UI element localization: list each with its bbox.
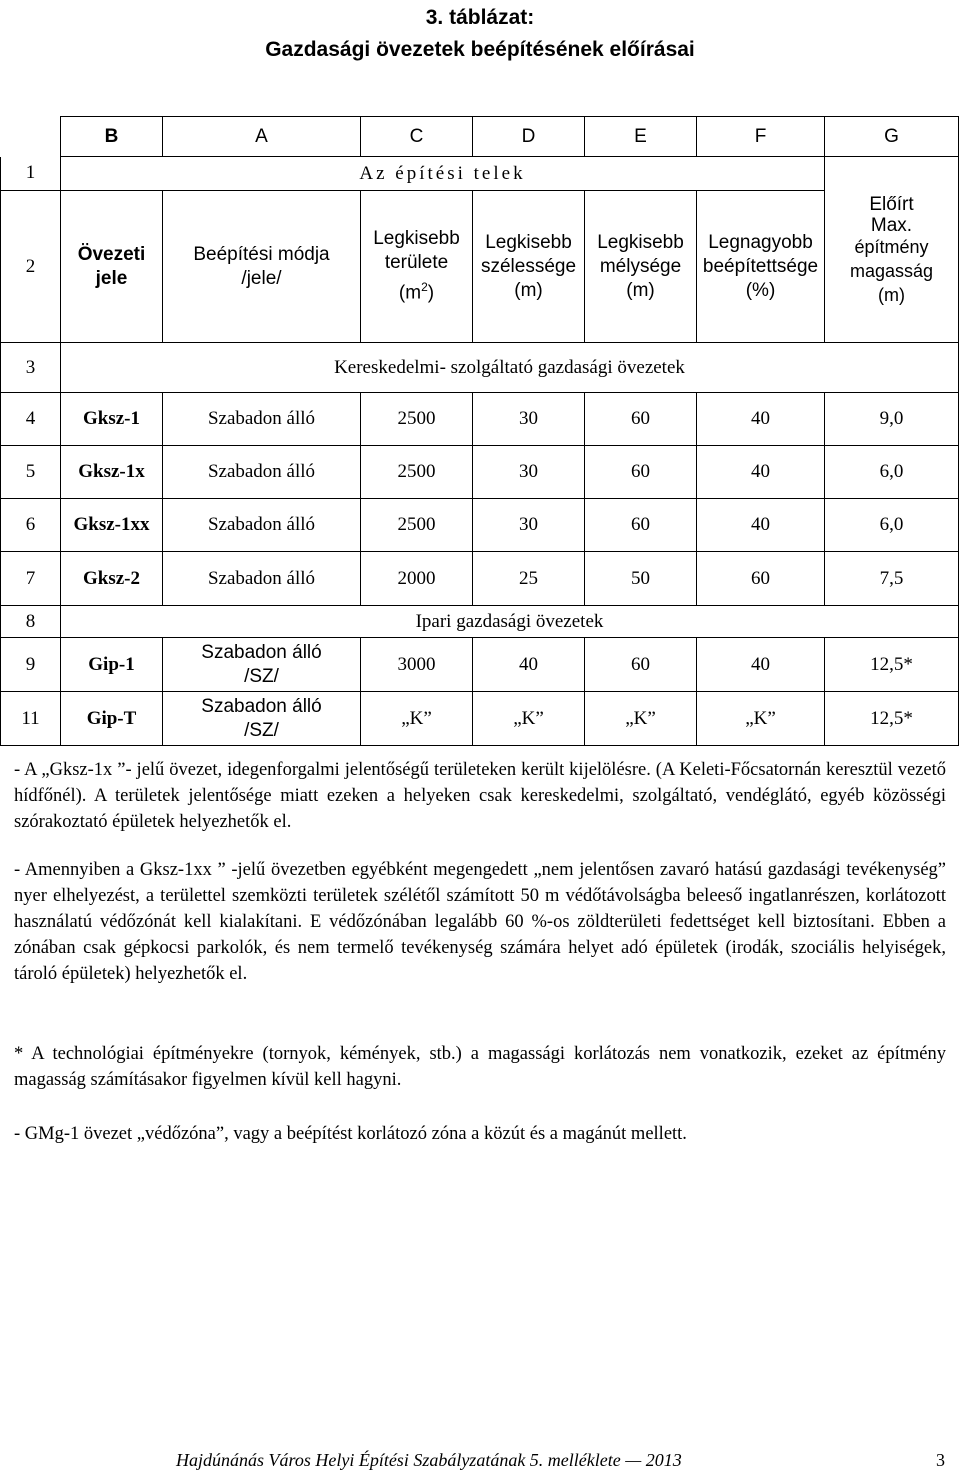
row-number: 8 <box>1 606 61 638</box>
zoning-table <box>0 116 959 746</box>
row-number: 1 <box>1 157 61 191</box>
max-height: 9,0 <box>825 393 959 446</box>
max-height: 12,5* <box>825 692 959 746</box>
section-row <box>1 343 959 393</box>
header-max-height: Előírt Max. építmény magasság (m) <box>825 157 959 343</box>
min-area: 2500 <box>361 499 473 552</box>
row-number: 2 <box>1 191 61 343</box>
table-row <box>1 638 959 692</box>
row-number: 5 <box>1 446 61 499</box>
footer-text: Hajdúnánás Város Helyi Építési Szabályzatának 5. melléklete — 2013 <box>176 1450 682 1470</box>
section-commercial: Kereskedelmi- szolgáltató gazdasági övezetek <box>61 343 959 393</box>
max-coverage: 40 <box>697 638 825 692</box>
min-area: 2500 <box>361 393 473 446</box>
header-mode: Beépítési módja /jele/ <box>163 191 361 343</box>
building-mode: Szabadon álló <box>163 552 361 606</box>
max-coverage: 40 <box>697 499 825 552</box>
header-coverage: Legnagyobb beépítettsége (%) <box>697 191 825 343</box>
min-area: 2500 <box>361 446 473 499</box>
min-depth: 50 <box>585 552 697 606</box>
header-zone: Övezeti jele <box>61 191 163 343</box>
header-width: Legkisebb szélessége (m) <box>473 191 585 343</box>
column-letter: D <box>473 117 585 157</box>
min-width: 25 <box>473 552 585 606</box>
min-width: „K” <box>473 692 585 746</box>
max-coverage: 60 <box>697 552 825 606</box>
building-mode: Szabadon álló /SZ/ <box>163 692 361 746</box>
zone-code: Gksz-1xx <box>61 499 163 552</box>
table-row <box>1 692 959 746</box>
building-mode: Szabadon álló <box>163 446 361 499</box>
column-letter: A <box>163 117 361 157</box>
min-width: 30 <box>473 393 585 446</box>
min-area: „K” <box>361 692 473 746</box>
table-row <box>1 393 959 446</box>
zone-code: Gip-T <box>61 692 163 746</box>
column-letter: C <box>361 117 473 157</box>
min-width: 30 <box>473 499 585 552</box>
max-coverage: 40 <box>697 446 825 499</box>
min-depth: 60 <box>585 393 697 446</box>
min-depth: 60 <box>585 499 697 552</box>
page-title: Gazdasági övezetek beépítésének előírásai <box>265 38 695 61</box>
section-row <box>1 606 959 638</box>
header-depth: Legkisebb mélysége (m) <box>585 191 697 343</box>
column-letter: E <box>585 117 697 157</box>
column-letter: F <box>697 117 825 157</box>
building-mode: Szabadon álló <box>163 499 361 552</box>
column-letter: G <box>825 117 959 157</box>
row-number: 3 <box>1 343 61 393</box>
min-width: 30 <box>473 446 585 499</box>
row-number: 6 <box>1 499 61 552</box>
row-number: 7 <box>1 552 61 606</box>
title-block <box>0 2 960 66</box>
table-row <box>1 499 959 552</box>
min-depth: 60 <box>585 446 697 499</box>
zone-code: Gksz-1 <box>61 393 163 446</box>
column-letter: B <box>61 117 163 157</box>
row-number: 9 <box>1 638 61 692</box>
zone-code: Gksz-1x <box>61 446 163 499</box>
table-row <box>1 552 959 606</box>
max-coverage: „K” <box>697 692 825 746</box>
building-mode: Szabadon álló <box>163 393 361 446</box>
max-height: 6,0 <box>825 499 959 552</box>
note-gmg-1: - GMg-1 övezet „védőzóna”, vagy a beépítést korlátozó zóna a közút és a magánút mellett. <box>14 1124 687 1144</box>
min-depth: 60 <box>585 638 697 692</box>
min-area: 2000 <box>361 552 473 606</box>
page-number: 3 <box>936 1450 945 1470</box>
min-area: 3000 <box>361 638 473 692</box>
row-number: 11 <box>1 692 61 746</box>
zone-code: Gksz-2 <box>61 552 163 606</box>
section-industrial: Ipari gazdasági övezetek <box>61 606 959 638</box>
max-height: 6,0 <box>825 446 959 499</box>
min-width: 40 <box>473 638 585 692</box>
header-area: Legkisebb területe $(m^2)$ <box>361 191 473 343</box>
table-number: 3. táblázat: <box>425 6 535 29</box>
group-header: Az építési telek <box>61 157 825 191</box>
building-mode: Szabadon álló /SZ/ <box>163 638 361 692</box>
table-row <box>1 191 959 343</box>
table-row <box>1 157 959 191</box>
row-number: 4 <box>1 393 61 446</box>
note-technological-structures: * A technológiai építményekre (tornyok, kémények, stb.) a magassági korlátozás nem vonatkozik, ezeket az építmény magasság számításakor figyelmen kívül kell hagyni. <box>14 1044 946 1090</box>
max-height: 12,5* <box>825 638 959 692</box>
note-gksz-1xx: - Amennyiben a Gksz-1xx ” -jelű övezetben egyébként megengedett „nem jelentősen zavaró hatású gazdasági tevékenység” nyer elhelyezést, a területtel szemközti területek szélétől számított 50 m védőtávolságba beleeső ingatlanrészen, korlátozott használatú védőzónát kell kialakítani. E védőzónában legalább 60 %-os zöldterületi fedettséget kell biztosítani. Ebben a zónában csak gépkocsi parkolók, és nem termelő tevékenység számára helyet adó épületek (irodák, szociális helyiségek, tároló épületek) helyezhetők el. <box>14 860 946 984</box>
zone-code: Gip-1 <box>61 638 163 692</box>
max-coverage: 40 <box>697 393 825 446</box>
min-depth: „K” <box>585 692 697 746</box>
table-row <box>1 446 959 499</box>
max-height: 7,5 <box>825 552 959 606</box>
note-gksz-1x: - A „Gksz-1x ”- jelű övezet, idegenforgalmi jelentőségű területeken került kijelölésre. (A Keleti-Főcsatornán keresztül vezető hídfőnél). A területek jelentősége miatt ezeken a helyeken csak kereskedelmi, szolgáltató, vendéglátó, egyéb közösségi szórakoztató épületek helyezhetők el. <box>14 760 946 832</box>
column-letter-row <box>1 117 959 157</box>
